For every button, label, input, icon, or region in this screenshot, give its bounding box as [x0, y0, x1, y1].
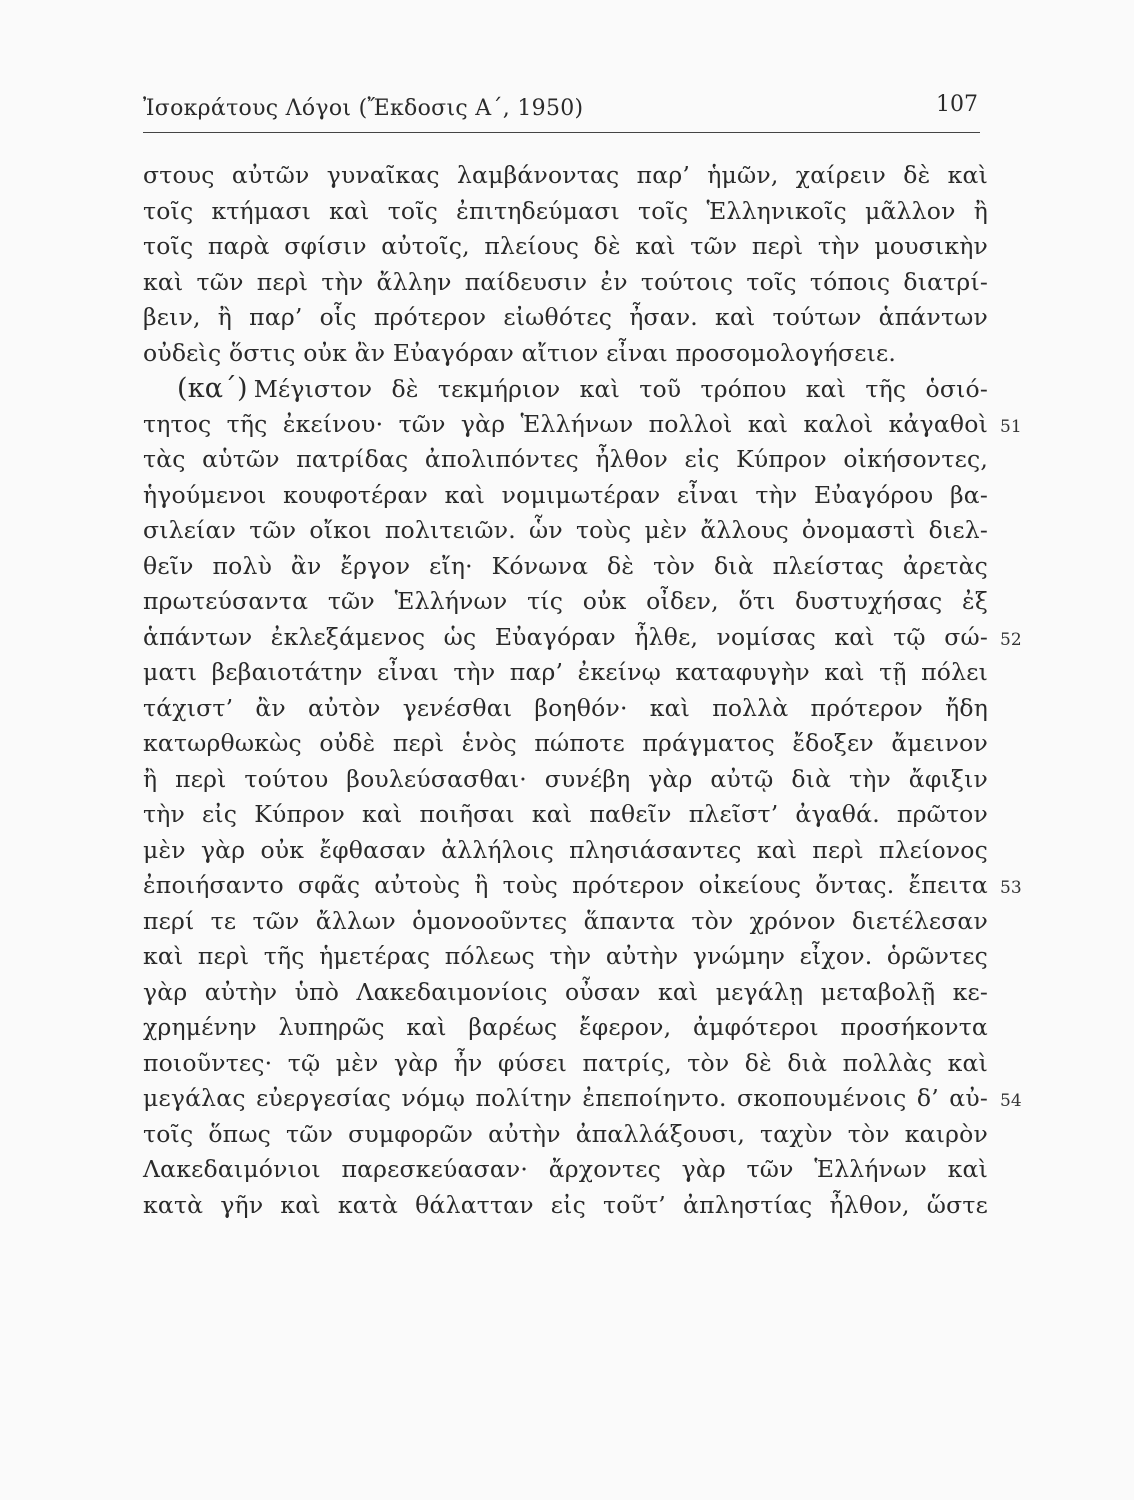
- text-line: γὰρ αὐτὴν ὑπὸ Λακεδαιμονίοις οὖσαν καὶ μεγάλῃ μεταβολῇ κε-: [143, 977, 988, 1006]
- chapter-label: (κα΄): [177, 373, 248, 404]
- text-line: τάχιστ’ ἂν αὐτὸν γενέσθαι βοηθόν· καὶ πολλὰ πρότερον ἤδη: [143, 693, 988, 722]
- text-line-content: Μέγιστον δὲ τεκμήριον καὶ τοῦ τρόπου καὶ τῆς ὁσιό-: [253, 375, 988, 403]
- text-line: ματι βεβαιοτάτην εἶναι τὴν παρ’ ἐκείνῳ καταφυγὴν καὶ τῇ πόλει: [143, 658, 988, 686]
- text-line: μεγάλας εὐεργεσίας νόμῳ πολίτην ἐπεποίηντο. σκοπουμένοις δ’ αὐ-: [143, 1084, 988, 1112]
- text-line: ἐποιήσαντο σφᾶς αὐτοὺς ἢ τοὺς πρότερον οἰκείους ὄντας. ἔπειτα: [143, 871, 988, 899]
- text-line: Λακεδαιμόνιοι παρεσκεύασαν· ἄρχοντες γὰρ τῶν Ἑλλήνων καὶ: [143, 1155, 988, 1183]
- text-line: τοῖς κτήμασι καὶ τοῖς ἐπιτηδεύμασι τοῖς Ἑλληνικοῖς μᾶλλον ἢ: [143, 196, 988, 225]
- text-line: καὶ τῶν περὶ τὴν ἄλλην παίδευσιν ἐν τούτοις τοῖς τόποις διατρί-: [143, 267, 988, 296]
- text-line-chapter-start: [143, 371, 988, 407]
- text-line: οὐδεὶς ὅστις οὐκ ἂν Εὐαγόραν αἴτιον εἶναι προσομολογήσειε.: [143, 338, 897, 367]
- text-line: τοῖς παρὰ σφίσιν αὐτοῖς, πλείους δὲ καὶ τῶν περὶ τὴν μουσικὴν: [143, 232, 988, 260]
- text-line: περί τε τῶν ἄλλων ὁμονοοῦντες ἅπαντα τὸν χρόνον διετέλεσαν: [143, 906, 988, 935]
- text-line: τὰς αὑτῶν πατρίδας ἀπολιπόντες ἦλθον εἰς Κύπρον οἰκήσοντες,: [143, 445, 988, 473]
- text-line: ἁπάντων ἐκλεξάμενος ὡς Εὐαγόραν ἦλθε, νομίσας καὶ τῷ σώ-: [143, 622, 988, 651]
- running-header: [143, 92, 980, 133]
- section-number-52: 52: [1000, 630, 1022, 650]
- text-line: βειν, ἢ παρ’ οἷς πρότερον εἰωθότες ἦσαν. καὶ τούτων ἁπάντων: [143, 303, 988, 331]
- page-number: 107: [936, 92, 978, 117]
- text-line: κατωρθωκὼς οὐδὲ περὶ ἑνὸς πώποτε πράγματος ἔδοξεν ἄμεινον: [143, 729, 988, 757]
- text-line: τητος τῆς ἐκείνου· τῶν γὰρ Ἑλλήνων πολλοὶ καὶ καλοὶ κἀγαθοὶ: [143, 409, 988, 438]
- text-line: σιλείαν τῶν οἴκοι πολιτειῶν. ὧν τοὺς μὲν ἄλλους ὀνομαστὶ διελ-: [143, 516, 988, 544]
- text-line: θεῖν πολὺ ἂν ἔργον εἴη· Κόνωνα δὲ τὸν διὰ πλείστας ἀρετὰς: [143, 551, 988, 580]
- section-number-53: 53: [1000, 878, 1022, 898]
- section-number-54: 54: [1000, 1091, 1022, 1111]
- text-line: χρημένην λυπηρῶς καὶ βαρέως ἔφερον, ἀμφότεροι προσήκοντα: [143, 1013, 988, 1041]
- text-line: τὴν εἰς Κύπρον καὶ ποιῆσαι καὶ παθεῖν πλεῖστ’ ἀγαθά. πρῶτον: [143, 800, 988, 828]
- text-line: μὲν γὰρ οὐκ ἔφθασαν ἀλλήλοις πλησιάσαντες καὶ περὶ πλείονος: [143, 835, 988, 864]
- text-line: ἡγούμενοι κουφοτέραν καὶ νομιμωτέραν εἶναι τὴν Εὐαγόρου βα-: [143, 480, 988, 509]
- text-line: ἢ περὶ τούτου βουλεύσασθαι· συνέβη γὰρ αὐτῷ διὰ τὴν ἄφιξιν: [143, 764, 988, 793]
- section-number-51: 51: [1000, 417, 1022, 437]
- text-line: ποιοῦντες· τῷ μὲν γὰρ ἦν φύσει πατρίς, τὸν δὲ διὰ πολλὰς καὶ: [143, 1048, 988, 1077]
- text-line: κατὰ γῆν καὶ κατὰ θάλατταν εἰς τοῦτ’ ἀπληστίας ἦλθον, ὥστε: [143, 1190, 988, 1219]
- header-title: Ἰσοκράτους Λόγοι (Ἔκδοσις Α΄, 1950): [143, 96, 584, 121]
- text-line: τοῖς ὅπως τῶν συμφορῶν αὐτὴν ἀπαλλάξουσι, ταχὺν τὸν καιρὸν: [143, 1119, 988, 1148]
- text-line: καὶ περὶ τῆς ἡμετέρας πόλεως τὴν αὐτὴν γνώμην εἶχον. ὁρῶντες: [143, 942, 988, 970]
- body-text: [143, 158, 988, 1223]
- text-line: πρωτεύσαντα τῶν Ἑλλήνων τίς οὐκ οἶδεν, ὅτι δυστυχήσας ἐξ: [143, 587, 988, 615]
- text-line: στους αὐτῶν γυναῖκας λαμβάνοντας παρ’ ἡμῶν, χαίρειν δὲ καὶ: [143, 161, 988, 189]
